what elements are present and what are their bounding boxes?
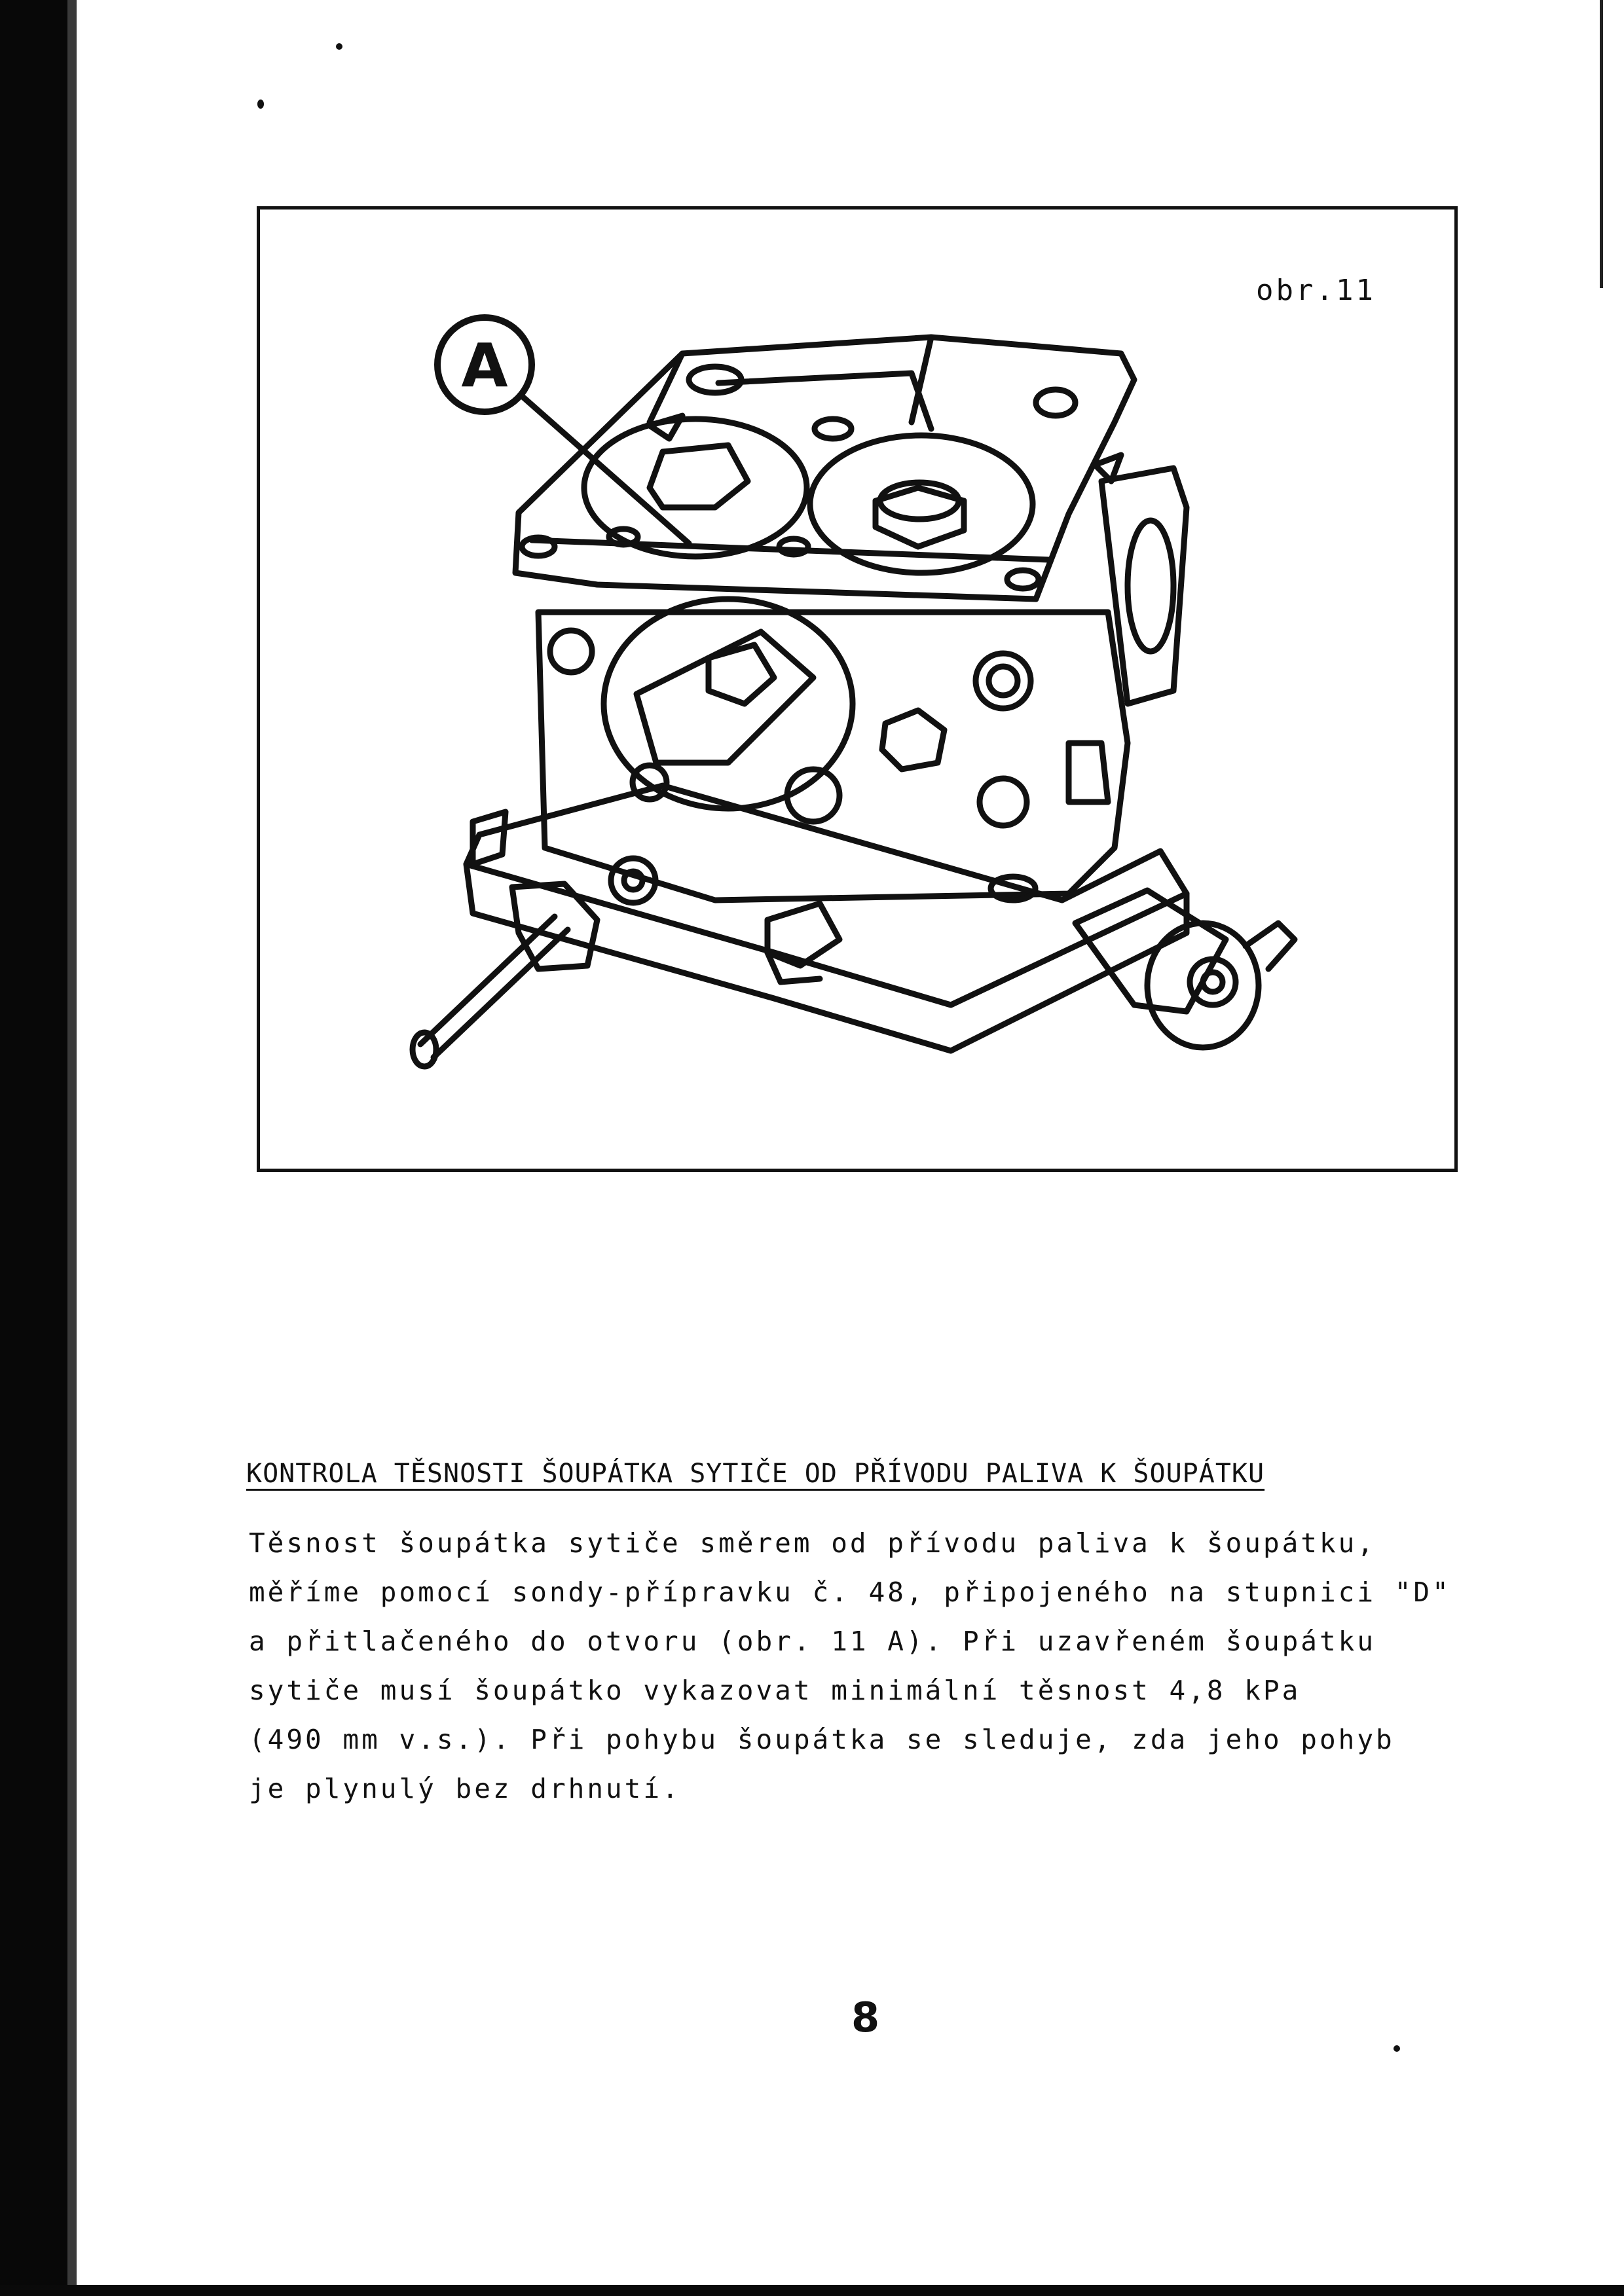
body-line: a přitlačeného do otvoru (obr. 11 A). Při uzavřeném šoupátku [249, 1626, 1376, 1657]
body-paragraph [249, 1519, 1480, 1813]
scan-right-line [1600, 0, 1603, 288]
body-line: Těsnost šoupátka sytiče směrem od přívodu paliva k šoupátku, [249, 1527, 1376, 1559]
figure-label: obr.11 [1256, 274, 1376, 307]
page-number: 8 [851, 1994, 880, 2041]
callout-label-a: A [461, 331, 508, 401]
scan-left-border-edge [67, 0, 77, 2296]
scan-speck [1393, 2045, 1400, 2052]
scan-speck [336, 43, 342, 50]
body-line: (490 mm v.s.). Při pohybu šoupátka se sleduje, zda jeho pohyb [249, 1724, 1395, 1755]
scan-speck [257, 100, 264, 109]
scan-bottom-border [0, 2285, 1624, 2296]
body-line: je plynulý bez drhnutí. [249, 1773, 681, 1804]
section-title: KONTROLA TĚSNOSTI ŠOUPÁTKA SYTIČE OD PŘÍVODU PALIVA K ŠOUPÁTKU [246, 1459, 1265, 1489]
body-line: měříme pomocí sondy-přípravku č. 48, připojeného na stupnici "D" [249, 1576, 1451, 1608]
body-line: sytiče musí šoupátko vykazovat minimální těsnost 4,8 kPa [249, 1675, 1301, 1706]
scan-left-border [0, 0, 67, 2296]
carburetor-illustration [257, 206, 1458, 1172]
